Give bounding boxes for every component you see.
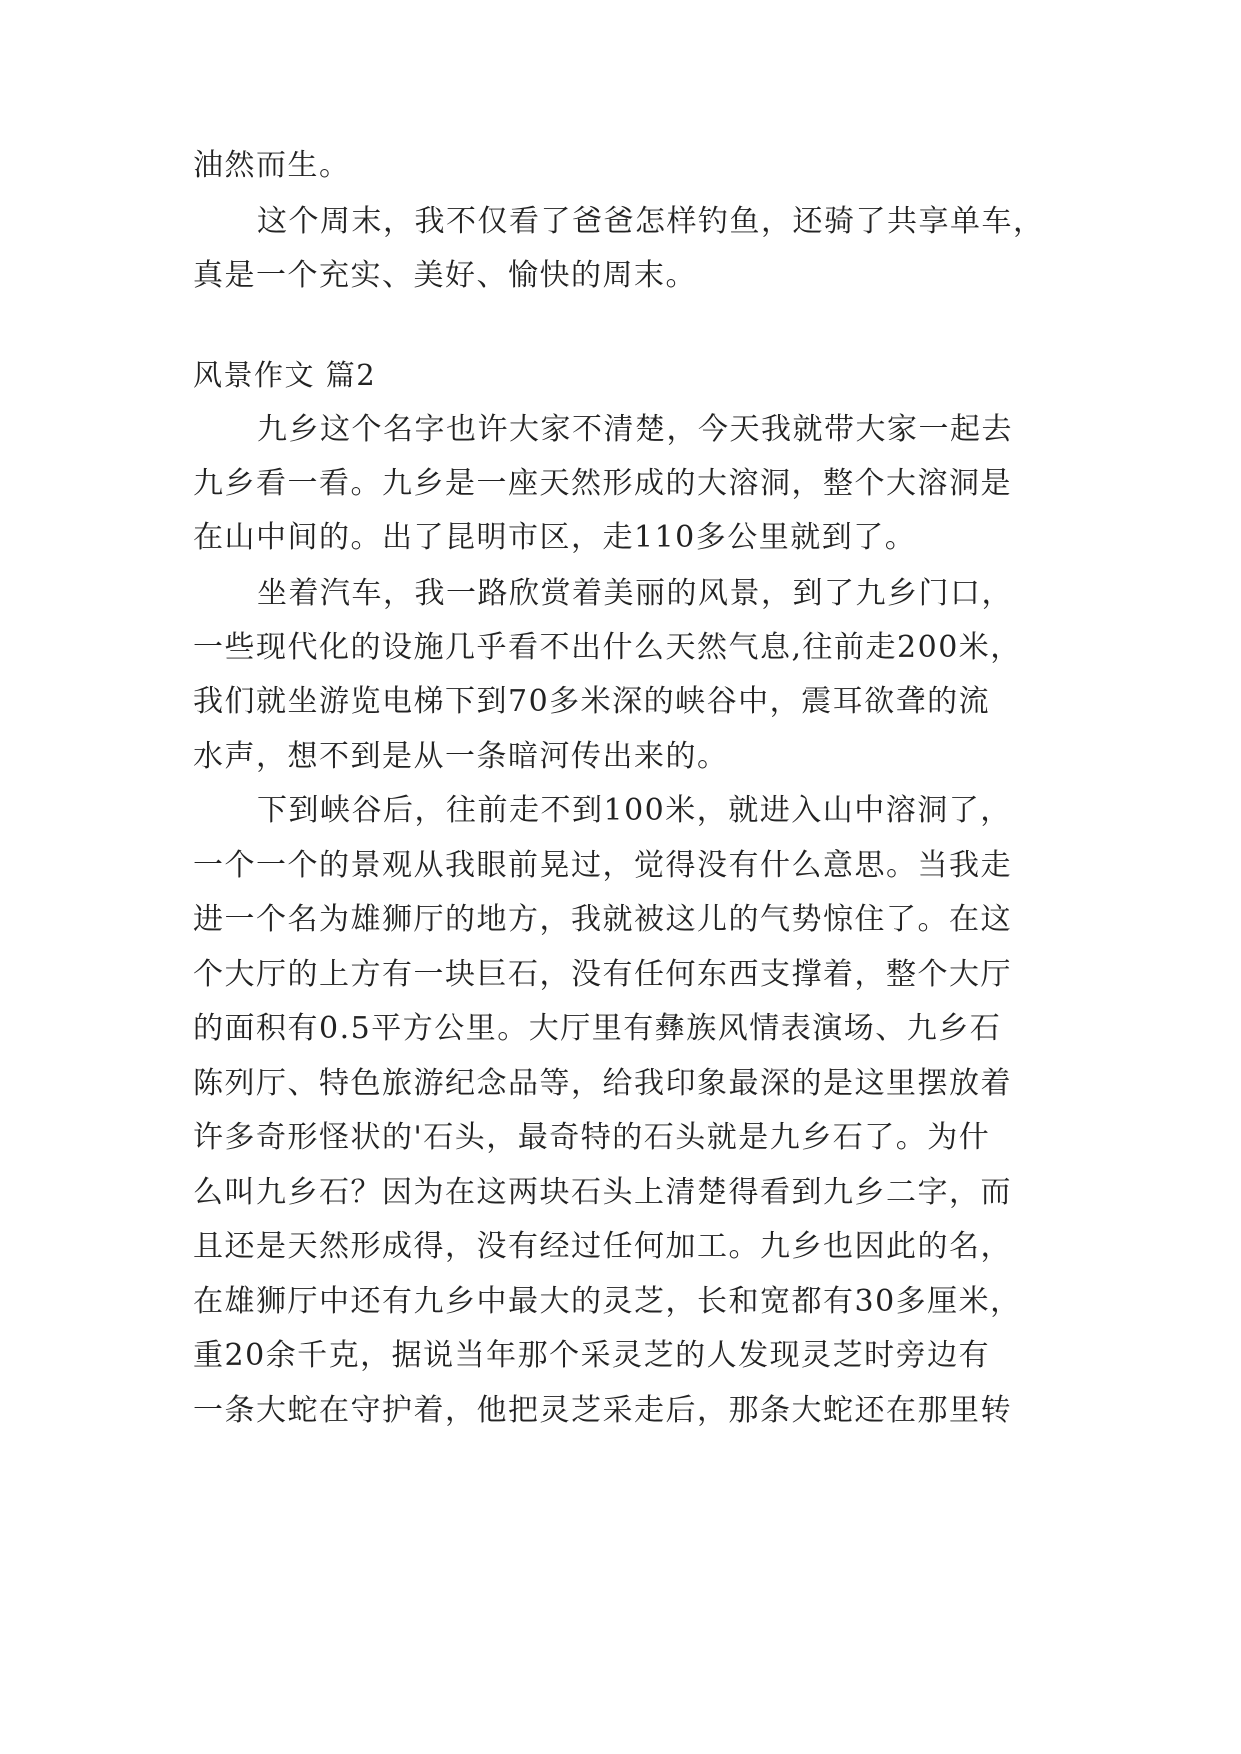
paragraph-line: 一些现代化的设施几乎看不出什么天然气息,往前走200米，	[193, 630, 1022, 665]
paragraph-line: 九乡看一看。九乡是一座天然形成的大溶洞，整个大溶洞是	[193, 466, 1012, 501]
paragraph-line: 九乡这个名字也许大家不清楚，今天我就带大家一起去	[257, 412, 1013, 447]
paragraph-line: 的面积有0.5平方公里。大厅里有彝族风情表演场、九乡石	[193, 1011, 1002, 1046]
paragraph-line: 在雄狮厅中还有九乡中最大的灵芝，长和宽都有30多厘米，	[193, 1284, 1022, 1319]
paragraph-line: 许多奇形怪状的'石头，最奇特的石头就是九乡石了。为什	[193, 1120, 991, 1155]
paragraph-line: 重20余千克，据说当年那个采灵芝的人发现灵芝时旁边有	[193, 1338, 991, 1373]
paragraph-line: 么叫九乡石？因为在这两块石头上清楚得看到九乡二字，而	[193, 1175, 1012, 1210]
paragraph-line: 水声，想不到是从一条暗河传出来的。	[193, 739, 729, 774]
paragraph-line: 坐着汽车，我一路欣赏着美丽的风景，到了九乡门口，	[257, 576, 1013, 611]
paragraph-line: 且还是天然形成得，没有经过任何加工。九乡也因此的名，	[193, 1229, 1012, 1264]
paragraph-line: 我们就坐游览电梯下到70多米深的峡谷中，震耳欲聋的流	[193, 684, 991, 719]
paragraph-line: 在山中间的。出了昆明市区，走110多公里就到了。	[193, 520, 917, 555]
section-heading: 风景作文 篇2	[193, 358, 377, 392]
paragraph-line: 陈列厅、特色旅游纪念品等，给我印象最深的是这里摆放着	[193, 1066, 1012, 1101]
paragraph-line: 这个周末，我不仅看了爸爸怎样钓鱼，还骑了共享单车，	[257, 204, 1045, 239]
paragraph-line: 真是一个充实、美好、愉快的周末。	[193, 258, 697, 293]
paragraph-line: 下到峡谷后，往前走不到100米，就进入山中溶洞了，	[257, 793, 1012, 828]
paragraph-line: 油然而生。	[193, 148, 351, 183]
paragraph-line: 进一个名为雄狮厅的地方，我就被这儿的气势惊住了。在这	[193, 902, 1012, 937]
paragraph-line: 个大厅的上方有一块巨石，没有任何东西支撑着，整个大厅	[193, 957, 1012, 992]
paragraph-line: 一个一个的景观从我眼前晃过，觉得没有什么意思。当我走	[193, 848, 1012, 883]
paragraph-line: 一条大蛇在守护着，他把灵芝采走后，那条大蛇还在那里转	[193, 1393, 1012, 1428]
